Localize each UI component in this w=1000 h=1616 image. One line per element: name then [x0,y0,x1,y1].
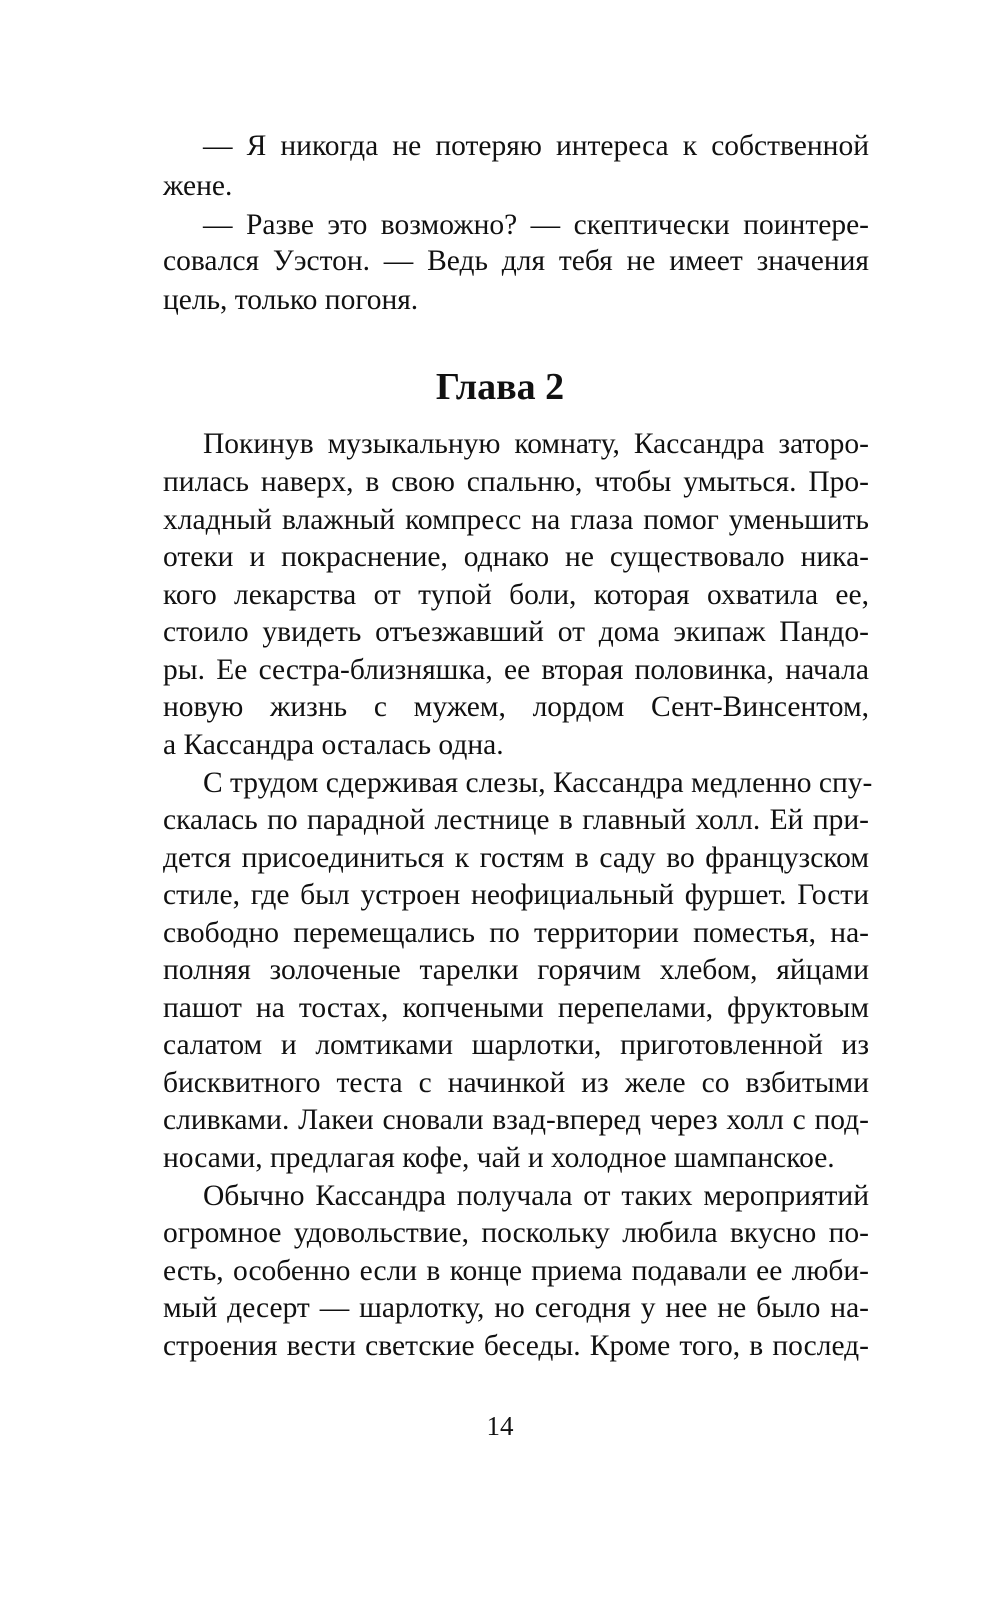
text-line: стоило увидеть отъезжавший от дома экипаж Пандо- [163,616,869,648]
text-line: кого лекарства от тупой боли, которая охватила ее, [163,579,869,611]
text-line: есть, особенно если в конце приема подавали ее люби- [163,1255,869,1287]
text-line: — Разве это возможно? — скептически поинтере- [203,209,869,241]
text-line: хладный влажный компресс на глаза помог уменьшить [163,504,869,536]
text-line: полняя золоченые тарелки горячим хлебом, яйцами [163,954,869,986]
page-number: 14 [486,1411,514,1441]
text-line: отеки и покраснение, однако не существовало ника- [163,541,869,573]
text-line: Обычно Кассандра получала от таких мероприятий [203,1180,869,1212]
text-line: пилась наверх, в свою спальню, чтобы умыться. Про- [163,466,869,498]
text-line: стиле, где был устроен неофициальный фуршет. Гости [163,879,869,911]
text-line: свободно перемещались по территории поместья, на- [163,917,869,949]
text-line: бисквитного теста с начинкой из желе со взбитыми [163,1067,869,1099]
text-line: мый десерт — шарлотку, но сегодня у нее не было на- [163,1292,869,1324]
text-line: С трудом сдерживая слезы, Кассандра медленно спу- [203,767,873,799]
text-line: скалась по парадной лестнице в главный холл. Ей при- [163,804,869,836]
text-line: сливками. Лакеи сновали взад-вперед через холл с под- [163,1104,869,1136]
text-line: — Я никогда не потеряю интереса к собственной [203,130,869,162]
text-line: огромное удовольствие, поскольку любила вкусно по- [163,1217,869,1249]
text-line: носами, предлагая кофе, чай и холодное шампанское. [163,1142,835,1174]
text-line: ры. Ее сестра-близняшка, ее вторая половинка, начала [163,654,869,686]
text-line: Покинув музыкальную комнату, Кассандра заторо- [203,428,869,460]
text-line: салатом и ломтиками шарлотки, приготовленной из [163,1029,869,1061]
text-line: совался Уэстон. — Ведь для тебя не имеет значения [163,245,869,277]
text-line: дется присоединиться к гостям в саду во французском [163,842,869,874]
text-line: новую жизнь с мужем, лордом Сент-Винсентом, [163,691,869,723]
text-line: цель, только погоня. [163,284,419,316]
text-line: пашот на тостах, копчеными перепелами, фруктовым [163,992,869,1024]
text-line: жене. [163,170,233,202]
text-line: строения вести светские беседы. Кроме того, в послед- [163,1330,869,1362]
chapter-title: Глава 2 [435,366,565,408]
text-line: а Кассандра осталась одна. [163,729,504,761]
